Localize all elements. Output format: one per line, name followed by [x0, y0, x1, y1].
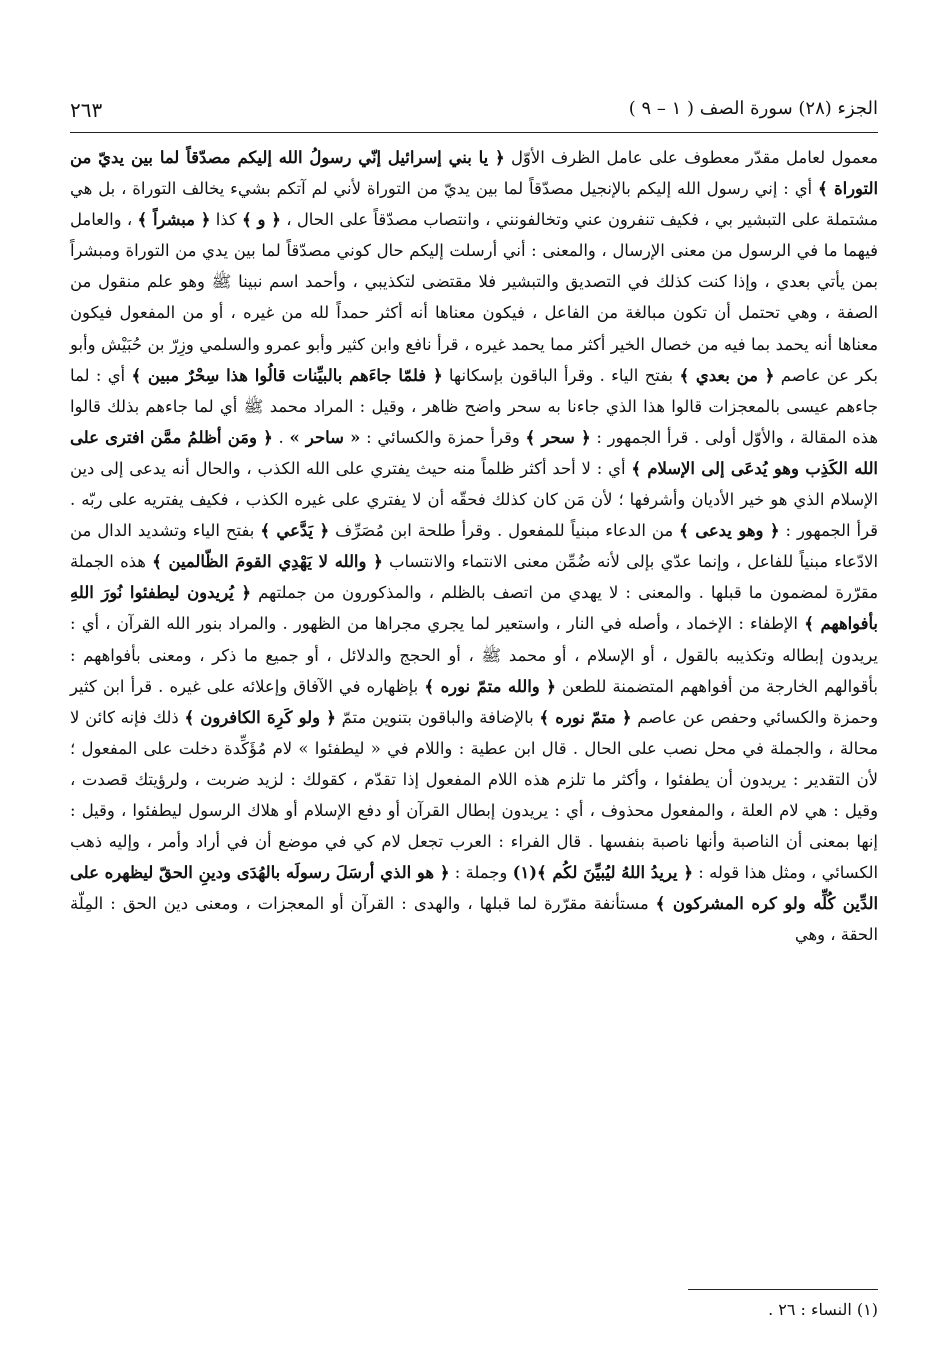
commentary-text: بإظهاره في الآفاق وإعلائه على غيره . قرأ ابن كثير وحمزة والكسائي وحفص عن عاصم — [70, 676, 879, 727]
commentary-text: أي : إني رسول الله إليكم بالإنجيل مصدّقاً لما بين يديّ من التوراة لأني لم آتكم بشيء يخالف التوراة ، بل هي مشتملة على التبشير بي ، فكيف تنفرون عني وتخالفونني ، وانتصاب مصدّقاً على الحال ، — [70, 179, 878, 230]
commentary-text: مستأنفة مقرّرة لما قبلها ، والهدى : القرآن أو المعجزات ، ومعنى دين الحق : المِلّة الحقة ، وهي — [70, 894, 878, 945]
quran-quote: ﴿ والله لا يَهْدِي القومَ الظّالمين ﴾ — [152, 552, 383, 572]
body-text — [70, 142, 878, 950]
page-header — [70, 88, 878, 133]
commentary-text: ، والعامل فيهما ما في الرسول من معنى الإرسال ، والمعنى : أني أرسلت إليكم حال كوني مصدّقاً لما بين يدي من التوراة ومبشراً بمن يأتي بعدي ، وإذا كنت كذلك في التصديق والتبشير فلا مقتضى لتكذيبي ، وأحمد اسم نبينا ﷺ وهو علم منقول من الصفة ، وهي تحتمل أن تكون مبالغة من الفاعل ، فيكون معناها أنه أكثر حمداً لله من غيره ، أو من المفعول فيكون معناها أنه يحمد بما فيه من خصال الخير أكثر مما يحمد غيره ، قرأ نافع وابن كثير وأبو عمرو والسلمي وزِرّ بن حُبَيْش وأبو بكر عن عاصم — [70, 210, 878, 385]
page-number: ٢٦٣ — [70, 98, 103, 122]
footnote-divider — [688, 1289, 878, 1290]
quran-quote: ﴿ وهو يدعى ﴾ — [679, 521, 780, 541]
commentary-text: الإطفاء : الإخماد ، وأصله في النار ، واستعير لما يجري مجراها من الظهور . والمراد بنور الله القرآن ، أي : يريدون إبطاله وتكذيبه بالقول ، أو الإسلام ، أو محمد ﷺ ، أو الحجج والدلائل ، أو جميع ما ذكر ، ومعنى بأفواههم : بأقوالهم الخارجة من أفواههم المتضمنة للطعن — [70, 614, 878, 696]
commentary-text: كذا — [210, 210, 243, 230]
quran-quote: ﴿ هو الذي أرسَلَ رسولَه بالهُدَى ودينِ الحقّ ليظهره على الدِّين كُلِّه ولو كره المشركون ﴾ — [70, 863, 878, 914]
commentary-text: ذلك فإنه كائن لا محالة ، والجملة في محل نصب على الحال . قال ابن عطية : واللام في « ليطفئوا » لام مُؤَكِّدة دخلت على المفعول ؛ لأن التقدير : يريدون أن يطفئوا ، وأكثر ما تلزم هذه اللام المفعول إذا تقدّم ، كقولك : لزيد ضربت ، ولرؤيتك قصدت ، وقيل : هي لام العلة ، والمفعول محذوف ، أي : يريدون إبطال القرآن أو دفع الإسلام أو هلاك الرسول ليطفئوا ، وقيل : إنها بمعنى أن الناصبة وأنها ناصبة بنفسها . قال الفراء : العرب تجعل لام كي في موضع أن في أراد وأمر ، وإليه ذهب الكسائي ، ومثل هذا قوله : — [70, 707, 879, 883]
quran-quote: ﴿ مبشراً ﴾ — [137, 210, 211, 230]
quran-quote: ﴿ والله متمّ نوره ﴾ — [424, 676, 556, 696]
quran-quote: ﴿ يريدُ اللهُ ليُبيِّنَ لكُم ﴾(١) — [512, 863, 693, 883]
quran-quote: ﴿ سحر ﴾ — [525, 427, 591, 447]
quran-quote: ﴿ ومَن أظلمُ ممَّن افترى على الله الكَذِب وهو يُدعَى إلى الإسلام ﴾ — [70, 427, 878, 478]
quran-quote: ﴿ يا بني إسرائيل إنّي رسولُ الله إليكم مصدّقاً لما بين يديّ من التوراة ﴾ — [70, 148, 878, 199]
quran-quote: ﴿ متمّ نوره ﴾ — [539, 707, 632, 727]
commentary-text: من الدعاء مبنياً للمفعول . وقرأ طلحة ابن مُصَرِّف — [329, 521, 680, 541]
quran-quote: ﴿ يُريدون ليطفئوا نُورَ اللهِ بأفواههم ﴾ — [70, 583, 878, 634]
body-paragraph — [70, 142, 878, 950]
quran-quote: ﴿ و ﴾ — [242, 210, 281, 230]
commentary-text: بفتح الياء وتشديد الدال من الادّعاء مبنياً للفاعل ، وإنما عدّي بإلى لأنه ضُمِّن معنى الانتماء والانتساب — [70, 521, 879, 572]
commentary-text: بالإضافة والباقون بتنوين متمّ — [335, 707, 540, 727]
quran-quote: ﴿ فلمّا جاءَهم بالبيِّنات قالُوا هذا سِحْرٌ مبين ﴾ — [131, 365, 443, 385]
commentary-text: وجملة : — [449, 863, 513, 883]
header-title: الجزء (٢٨) سورة الصف ( ١ – ٩ ) — [628, 98, 878, 119]
quran-quote: ﴿ من بعدي ﴾ — [679, 365, 775, 385]
commentary-text: بفتح الياء . وقرأ الباقون بإسكانها — [442, 365, 680, 385]
commentary-text: معمول لعامل مقدّر معطوف على عامل الظرف الأوّل — [504, 148, 878, 167]
footnote: (١) النساء : ٢٦ . — [768, 1300, 878, 1319]
quran-quote: ﴿ ولو كَرِهَ الكافرون ﴾ — [184, 707, 336, 727]
quran-quote: ﴿ يَدَّعي ﴾ — [260, 521, 330, 541]
commentary-text: وقرأ حمزة والكسائي : — [360, 427, 526, 447]
commentary-text: أي : لا أحد أكثر ظلماً منه حيث يفتري على الله الكذب ، والحال أنه يدعى إلى دين الإسلام الذي هو خير الأديان وأشرفها ؛ لأن مَن كان كذلك فحقّه أن لا يفتري على غيره الكذب ، فكيف يفتريه على ربّه . قرأ الجمهور : — [70, 458, 878, 541]
commentary-text: أي : لما جاءهم عيسى بالمعجزات قالوا هذا الذي جاءنا به سحر واضح ظاهر ، وقيل : المراد محمد ﷺ أي لما جاءهم بذلك قالوا هذه المقالة ، والأوّل أولى . قرأ الجمهور : — [70, 365, 878, 447]
quran-quote: « ساحر » — [289, 427, 361, 447]
commentary-text: . — [272, 427, 290, 447]
commentary-text: هذه الجملة مقرّرة لمضمون ما قبلها . والمعنى : لا يهدي من اتصف بالظلم ، والمذكورون من جملتهم — [70, 552, 878, 603]
